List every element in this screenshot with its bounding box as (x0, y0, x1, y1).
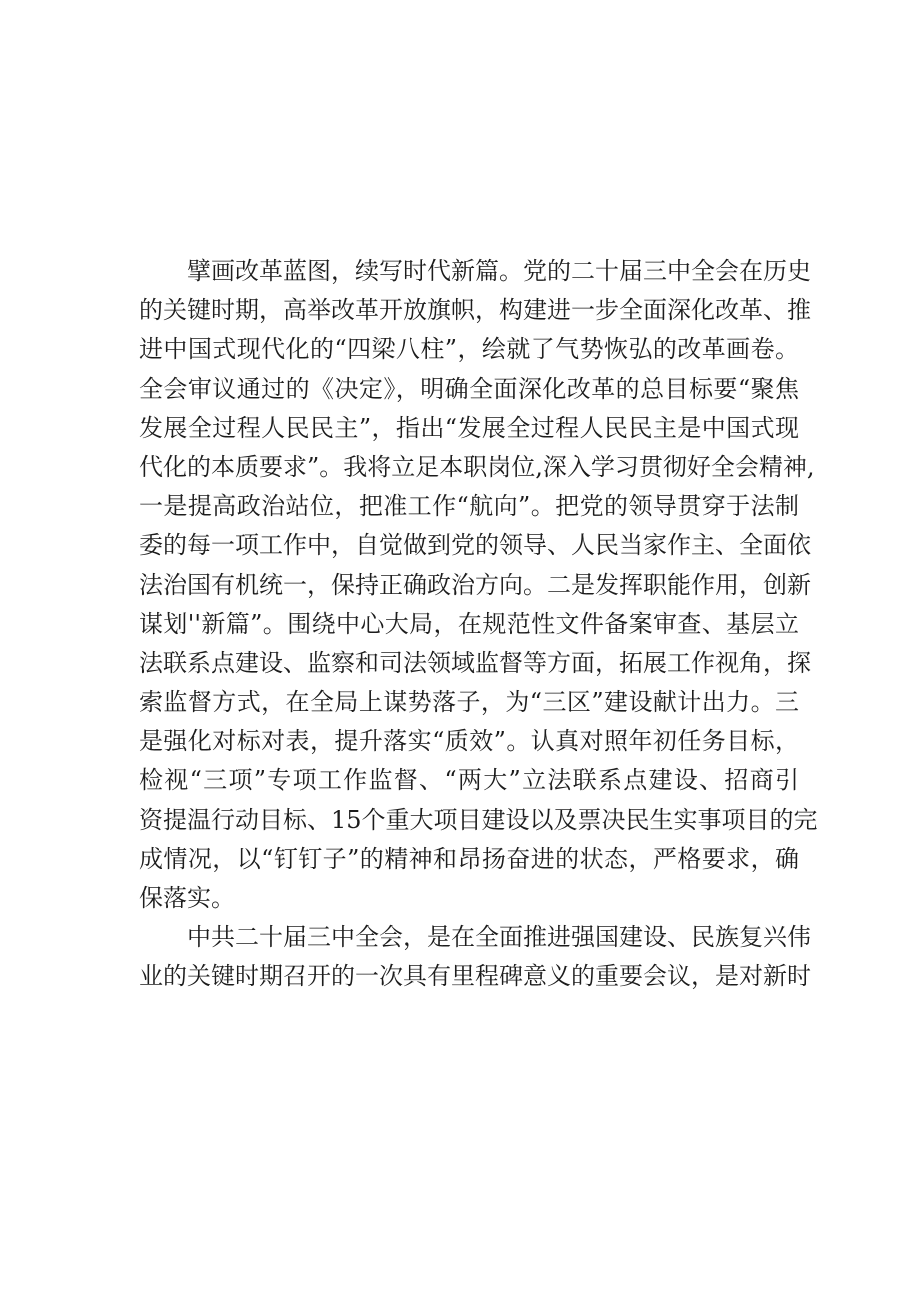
text-line: 索监督方式，在全局上谋势落子，为“三区”建设献计出力。三 (139, 688, 799, 717)
paragraph-2 (139, 918, 811, 996)
text-line: 是强化对标对表，提升落实“质效”。认真对照年初任务目标， (139, 727, 799, 756)
text-line: 一是提高政治站位，把准工作“航向”。把党的领导贯穿于法制 (139, 492, 799, 521)
text-line: 谋划''新篇”。围绕中心大局，在规范性文件备案审查、基层立 (139, 609, 799, 638)
text-line: 法治国有机统一，保持正确政治方向。二是发挥职能作用，创新 (139, 570, 811, 599)
text-line: 发展全过程人民民主”，指出“发展全过程人民民主是中国式现 (139, 413, 799, 442)
text-line: 资提温行动目标、15个重大项目建设以及票决民生实事项目的完 (139, 805, 818, 834)
text-line: 业的关键时期召开的一次具有里程碑意义的重要会议，是对新时 (139, 962, 811, 991)
text-line: 全会审议通过的《决定》，明确全面深化改革的总目标要“聚焦 (139, 374, 799, 403)
text-line: 的关键时期，高举改革开放旗帜，构建进一步全面深化改革、推 (139, 296, 811, 325)
text-line: 检视“三项”专项工作监督、“两大”立法联系点建设、招商引 (139, 766, 799, 795)
text-line: 委的每一项工作中，自觉做到党的领导、人民当家作主、全面依 (139, 531, 811, 560)
paragraph-1 (139, 252, 818, 918)
text-line: 代化的本质要求”。我将立足本职岗位,深入学习贯彻好全会精神, (139, 452, 815, 481)
text-line: 法联系点建设、监察和司法领域监督等方面，拓展工作视角，探 (139, 648, 811, 677)
text-line: 中共二十届三中全会，是在全面推进强国建设、民族复兴伟 (187, 923, 811, 952)
document-body (139, 252, 818, 997)
text-line: 擘画改革蓝图，续写时代新篇。党的二十届三中全会在历史 (187, 257, 811, 285)
text-line: 保落实。 (139, 884, 235, 912)
text-line: 成情况，以“钉钉子”的精神和昂扬奋进的状态，严格要求，确 (139, 844, 799, 873)
text-line: 进中国式现代化的“四梁八柱”，绘就了气势恢弘的改革画卷。 (139, 335, 799, 364)
